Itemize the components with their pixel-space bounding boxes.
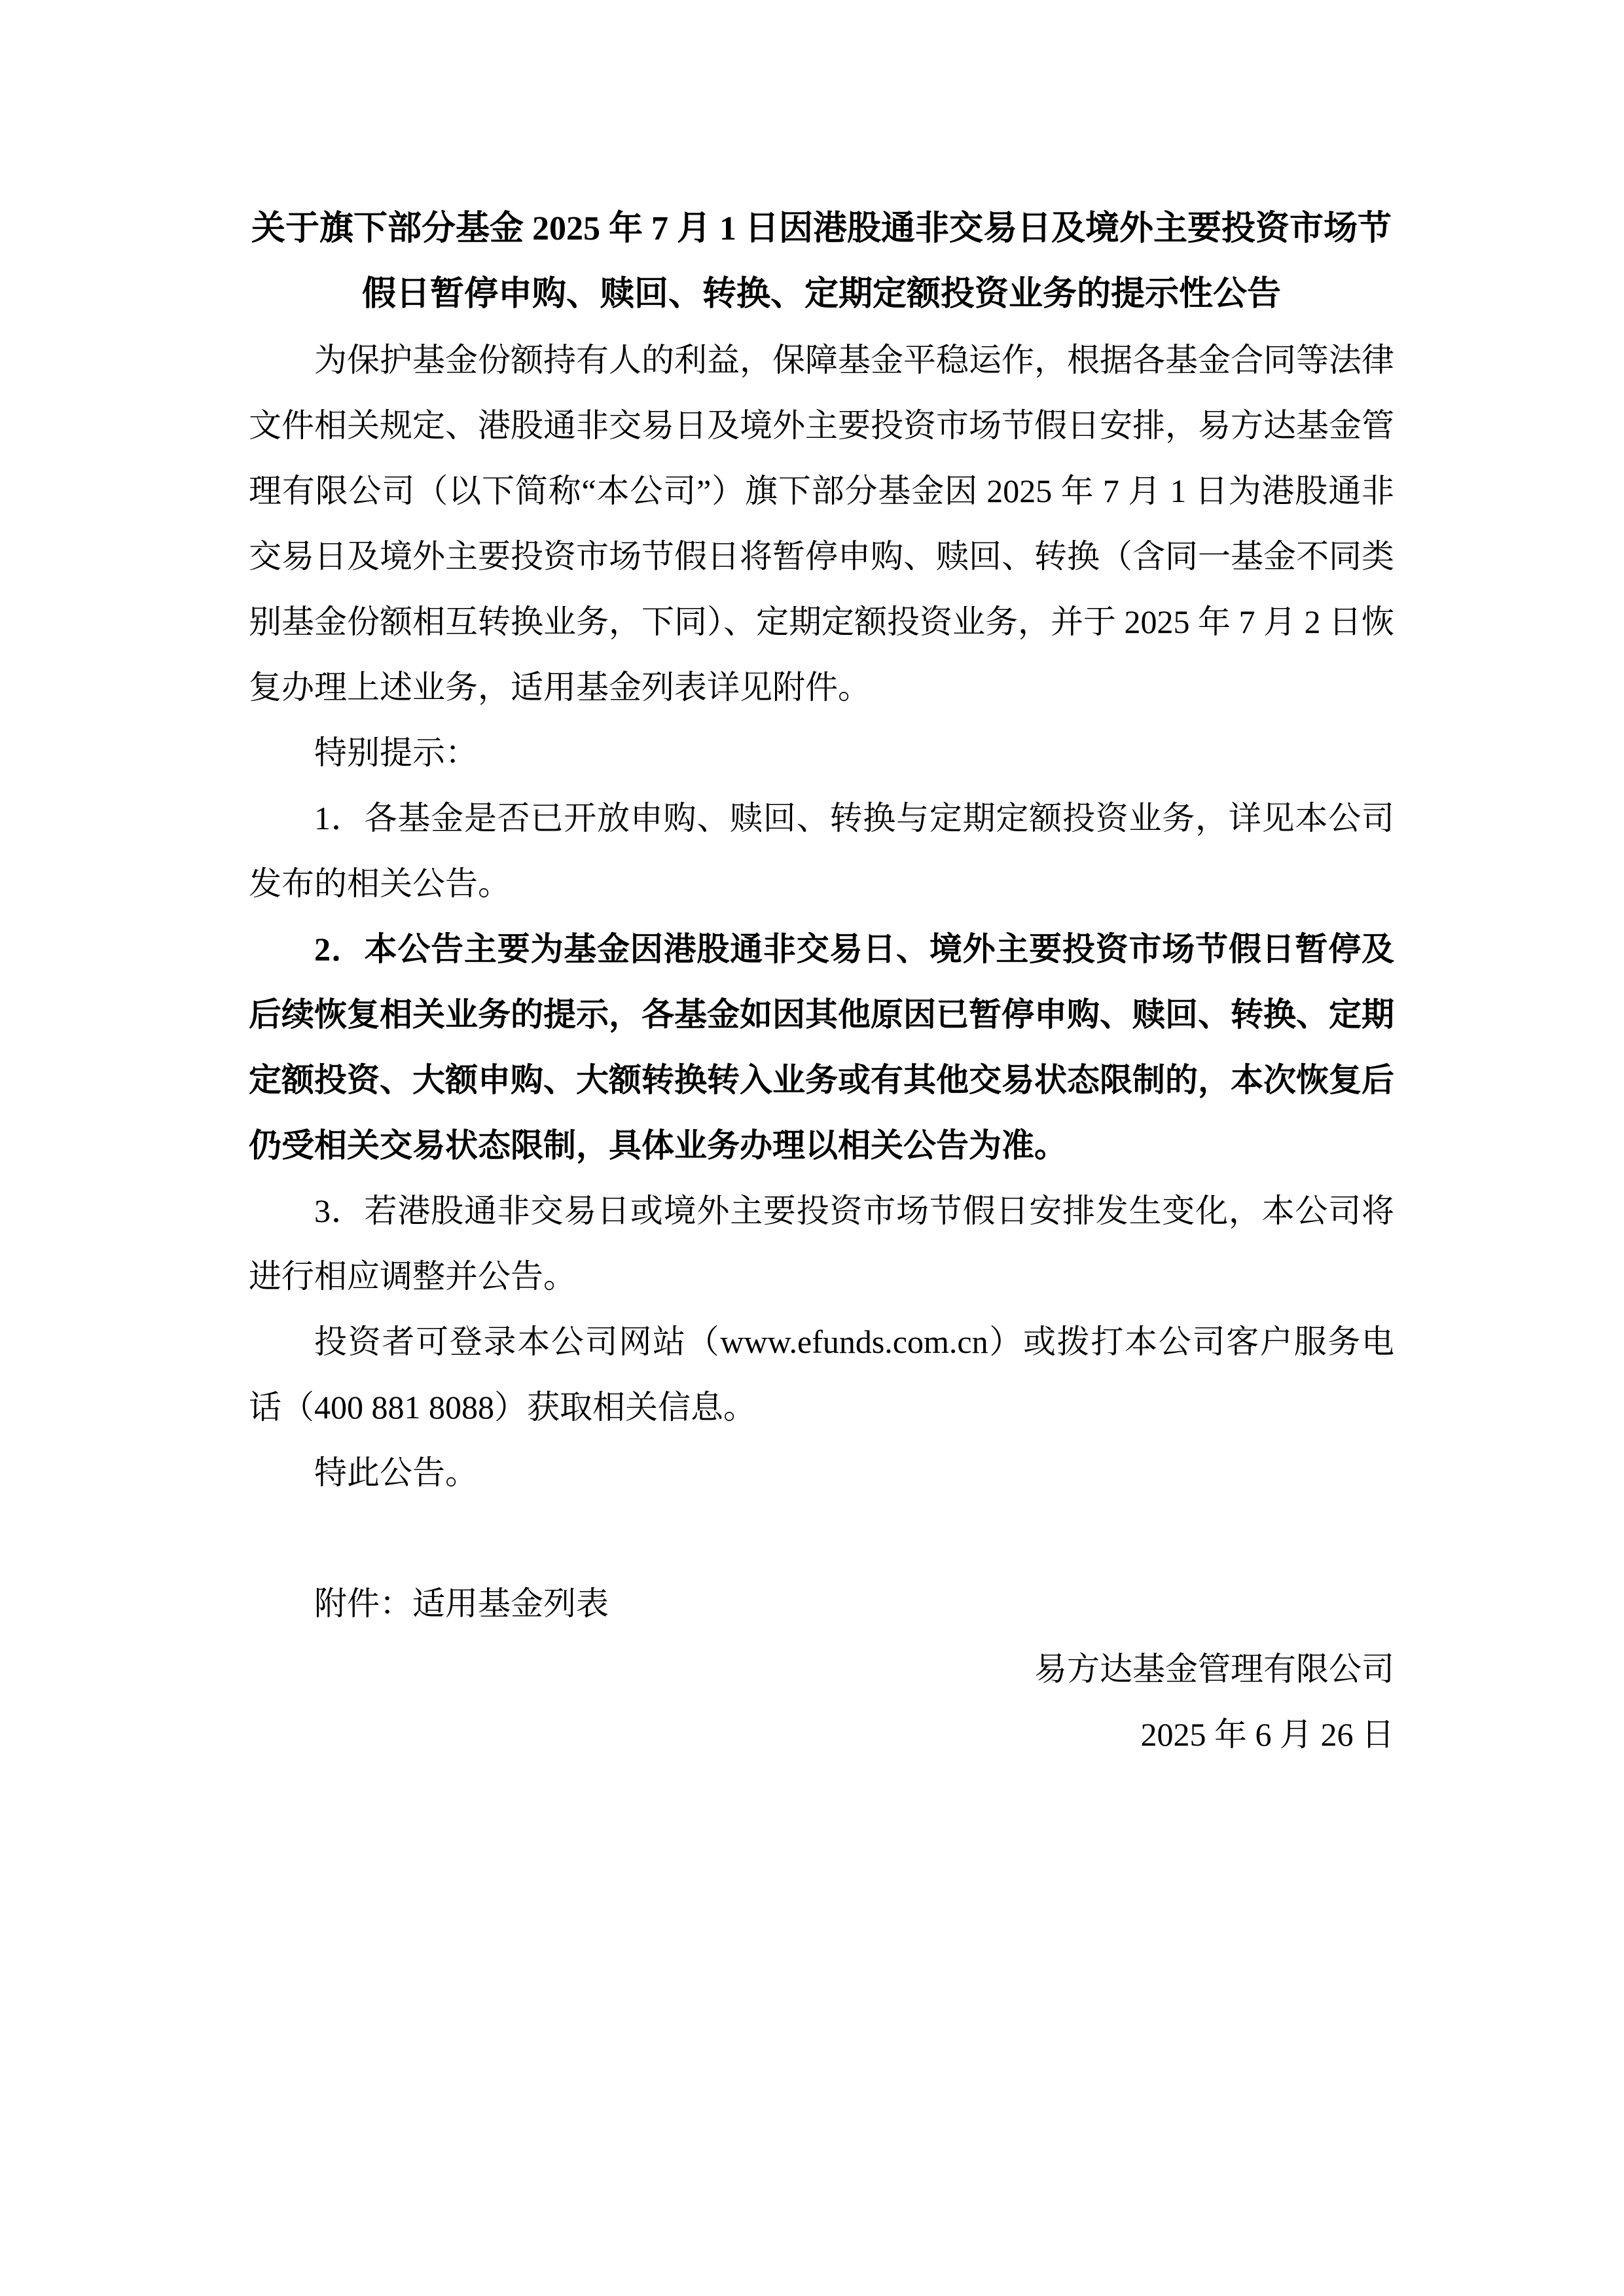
paragraph-closing: 特此公告。 <box>314 1454 478 1491</box>
document-title <box>249 196 1394 327</box>
document-title-line-1: 关于旗下部分基金 2025 年 7 月 1 日因港股通非交易日及境外主要投资市场节 <box>251 210 1392 247</box>
signature-date: 2025 年 6 月 26 日 <box>1140 1716 1394 1753</box>
paragraph-special-note-heading: 特别提示： <box>314 734 478 771</box>
paragraph-note-1: 1．各基金是否已开放申购、赎回、转换与定期定额投资业务，详见本公司发布的相关公告。 <box>249 800 1394 902</box>
paragraph-note-3: 3．若港股通非交易日或境外主要投资市场节假日安排发生变化，本公司将进行相应调整并公告。 <box>249 1193 1394 1295</box>
paragraph-contact-info: 投资者可登录本公司网站（www.efunds.com.cn）或拨打本公司客户服务电话（400 881 8088）获取相关信息。 <box>249 1323 1394 1426</box>
document-title-line-2: 假日暂停申购、赎回、转换、定期定额投资业务的提示性公告 <box>361 276 1281 313</box>
signature-company: 易方达基金管理有限公司 <box>1034 1651 1394 1687</box>
paragraph-note-2-bold: 2．本公告主要为基金因港股通非交易日、境外主要投资市场节假日暂停及后续恢复相关业务的提示，各基金如因其他原因已暂停申购、赎回、转换、定期定额投资、大额申购、大额转换转入业务或有其他交易状态限制的，本次恢复后仍受相关交易状态限制，具体业务办理以相关公告为准。 <box>249 931 1394 1164</box>
paragraph-intro: 为保护基金份额持有人的利益，保障基金平稳运作，根据各基金合同等法律文件相关规定、港股通非交易日及境外主要投资市场节假日安排，易方达基金管理有限公司（以下简称“本公司”）旗下部分基金因 2025 年 7 月 1 日为港股通非交易日及境外主要投资市场节假日将暂停申购、赎回、转换（含同一基金不同类别基金份额相互转换业务，下同）、定期定额投资业务，并于 2025 年 7 月 2 日恢复办理上述业务，适用基金列表详见附件。 <box>249 342 1394 706</box>
document-body <box>249 196 1394 1767</box>
attachment-note: 附件：适用基金列表 <box>314 1585 609 1622</box>
